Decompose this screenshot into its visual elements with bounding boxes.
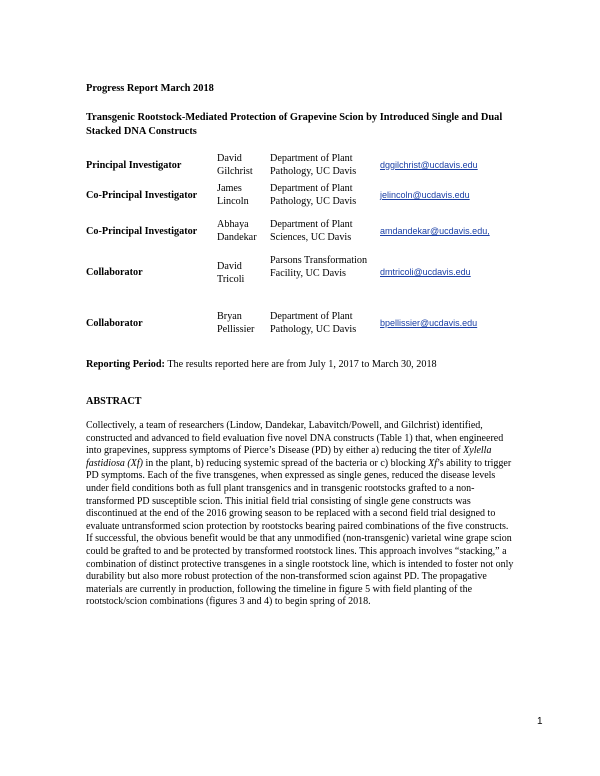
personnel-email-link[interactable]: dmtricoli@ucdavis.edu — [380, 267, 471, 277]
personnel-email-link[interactable]: amdandekar@ucdavis.edu, — [380, 226, 490, 236]
report-title: Progress Report March 2018 — [86, 83, 214, 94]
personnel-role: Co-Principal Investigator — [86, 190, 198, 201]
abstract-paragraph — [86, 420, 514, 609]
personnel-department: Department of Plant Pathology, UC Davis — [270, 183, 357, 207]
personnel-email-link[interactable]: jelincoln@ucdavis.edu — [380, 190, 470, 200]
personnel-email-link[interactable]: dggilchrist@ucdavis.edu — [380, 160, 478, 170]
personnel-role: Collaborator — [86, 267, 143, 278]
personnel-department: Department of Plant Sciences, UC Davis — [270, 219, 353, 243]
reporting-period-label: Reporting Period: — [86, 359, 165, 370]
personnel-name: Abhaya Dandekar — [217, 219, 257, 243]
reporting-period-text: The results reported here are from July 1, 2017 to March 30, 2018 — [164, 359, 437, 370]
page-number: 1 — [537, 716, 543, 727]
personnel-department: Parsons Transformation Facility, UC Davis — [270, 255, 368, 279]
personnel-role: Collaborator — [86, 318, 143, 329]
personnel-name: David Tricoli — [217, 261, 245, 285]
abstract-text: Collectively, a team of researchers (Lindow, Dandekar, Labavitch/Powell, and Gilchrist) identified, constructed and advanced to field evaluation five novel DNA constructs (Table 1) that, when engineered into grapevines, suppress symptoms of Pierce’s Disease (PD) by either a) reducing the titer of — [86, 420, 504, 457]
personnel-name: Bryan Pellissier — [217, 311, 255, 335]
personnel-role: Co-Principal Investigator — [86, 226, 198, 237]
abstract-heading: ABSTRACT — [86, 396, 142, 407]
personnel-department: Department of Plant Pathology, UC Davis — [270, 311, 357, 335]
personnel-name: James Lincoln — [217, 183, 249, 207]
reporting-period — [86, 358, 526, 371]
personnel-email-link[interactable]: bpellissier@ucdavis.edu — [380, 318, 478, 328]
personnel-role: Principal Investigator — [86, 160, 182, 171]
abstract-text: in the plant, b) reducing systemic spread of the bacteria or c) blocking — [142, 457, 429, 469]
personnel-name: David Gilchrist — [217, 153, 253, 177]
species-name: Xylella fastidiosa (Xf) — [86, 445, 492, 469]
document-title: Transgenic Rootstock-Mediated Protection of Grapevine Scion by Introduced Single and Dual Stacked DNA Constructs — [86, 112, 503, 137]
personnel-department: Department of Plant Pathology, UC Davis — [270, 153, 357, 177]
abstract-text: ’s ability to trigger PD symptoms. Each of the five transgenes, when expressed as single genes, reduced the disease levels under field conditions both as full plant transgenics and in transgenic rootstocks grafted to a non-transformed PD susceptible scion. This initial field trial consisting of single gene constructs was discontinued at the end of the 2016 growing season to be replaced with a second field trial designed to evaluate untransformed scion protection by rootstocks bearing paired combinations of the five constructs. If successful, the obvious benefit would be that any unmodified (non-transgenic) varietal wine grape scion could be grafted to and be protected by transformed rootstock lines. This approach involves “stacking,” a combination of distinct protective transgenes in a single rootstock line, which is intended to foster not only durability but also more robust protection of the non-transformed scion against PD. The propagative materials are currently in production, following the timeline in figure 5 with field planting of the rootstock/scion combinations (figures 3 and 4) to begin spring of 2018. — [86, 457, 514, 608]
species-abbrev: Xf — [428, 457, 438, 469]
